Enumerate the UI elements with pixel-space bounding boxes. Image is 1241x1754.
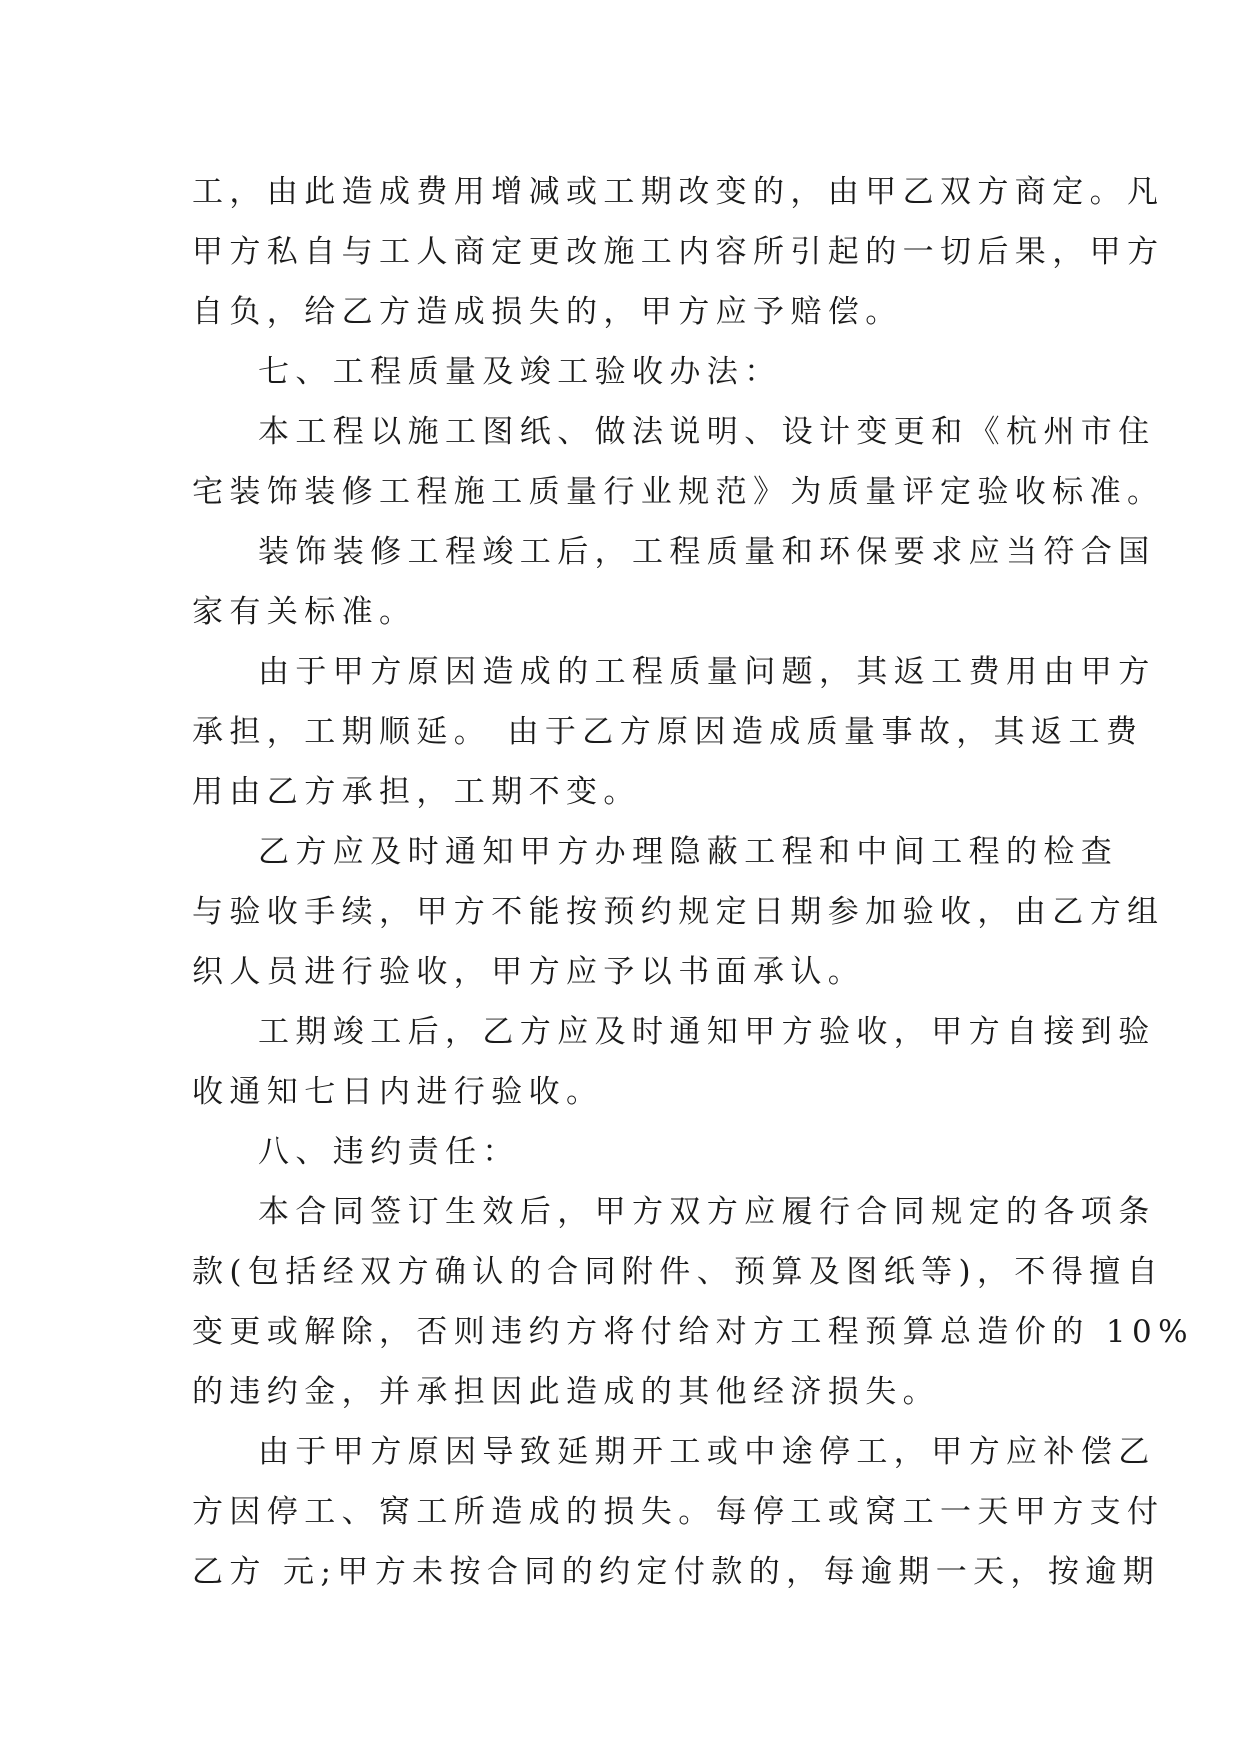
section-heading: 七、工程质量及竣工验收办法：	[258, 354, 782, 390]
text-line: 乙方 元;甲方未按合同的约定付款的，每逾期一天，按逾期	[192, 1554, 1161, 1590]
document-body	[192, 162, 1194, 1602]
text-line: 变更或解除，否则违约方将付给对方工程预算总造价的 10%	[192, 1314, 1194, 1350]
text-line: 与验收手续，甲方不能按预约规定日期参加验收，由乙方组	[192, 894, 1165, 930]
section-heading: 八、违约责任：	[258, 1134, 520, 1170]
text-line: 宅装饰装修工程施工质量行业规范》为质量评定验收标准。	[192, 474, 1165, 510]
text-line: 乙方应及时通知甲方办理隐蔽工程和中间工程的检查	[258, 834, 1119, 870]
text-line: 本工程以施工图纸、做法说明、设计变更和《杭州市住	[258, 414, 1156, 450]
text-line: 方因停工、窝工所造成的损失。每停工或窝工一天甲方支付	[192, 1494, 1165, 1530]
text-line: 由于甲方原因导致延期开工或中途停工，甲方应补偿乙	[258, 1434, 1156, 1470]
text-line: 工期竣工后，乙方应及时通知甲方验收，甲方自接到验	[258, 1014, 1156, 1050]
text-line: 本合同签订生效后，甲方双方应履行合同规定的各项条	[258, 1194, 1156, 1230]
text-line: 收通知七日内进行验收。	[192, 1074, 604, 1110]
text-line: 由于甲方原因造成的工程质量问题，其返工费用由甲方	[258, 654, 1156, 690]
text-line: 甲方私自与工人商定更改施工内容所引起的一切后果，甲方	[192, 234, 1165, 270]
text-line: 装饰装修工程竣工后，工程质量和环保要求应当符合国	[258, 534, 1156, 570]
text-line: 家有关标准。	[192, 594, 417, 630]
text-line: 的违约金，并承担因此造成的其他经济损失。	[192, 1374, 940, 1410]
text-line: 用由乙方承担，工期不变。	[192, 774, 641, 810]
text-line: 款(包括经双方确认的合同附件、预算及图纸等)，不得擅自	[192, 1254, 1164, 1290]
text-line: 织人员进行验收，甲方应予以书面承认。	[192, 954, 866, 990]
text-line: 承担，工期顺延。 由于乙方原因造成质量事故，其返工费	[192, 714, 1144, 750]
text-line: 工，由此造成费用增减或工期改变的，由甲乙双方商定。凡	[192, 174, 1165, 210]
text-line: 自负，给乙方造成损失的，甲方应予赔偿。	[192, 294, 903, 330]
